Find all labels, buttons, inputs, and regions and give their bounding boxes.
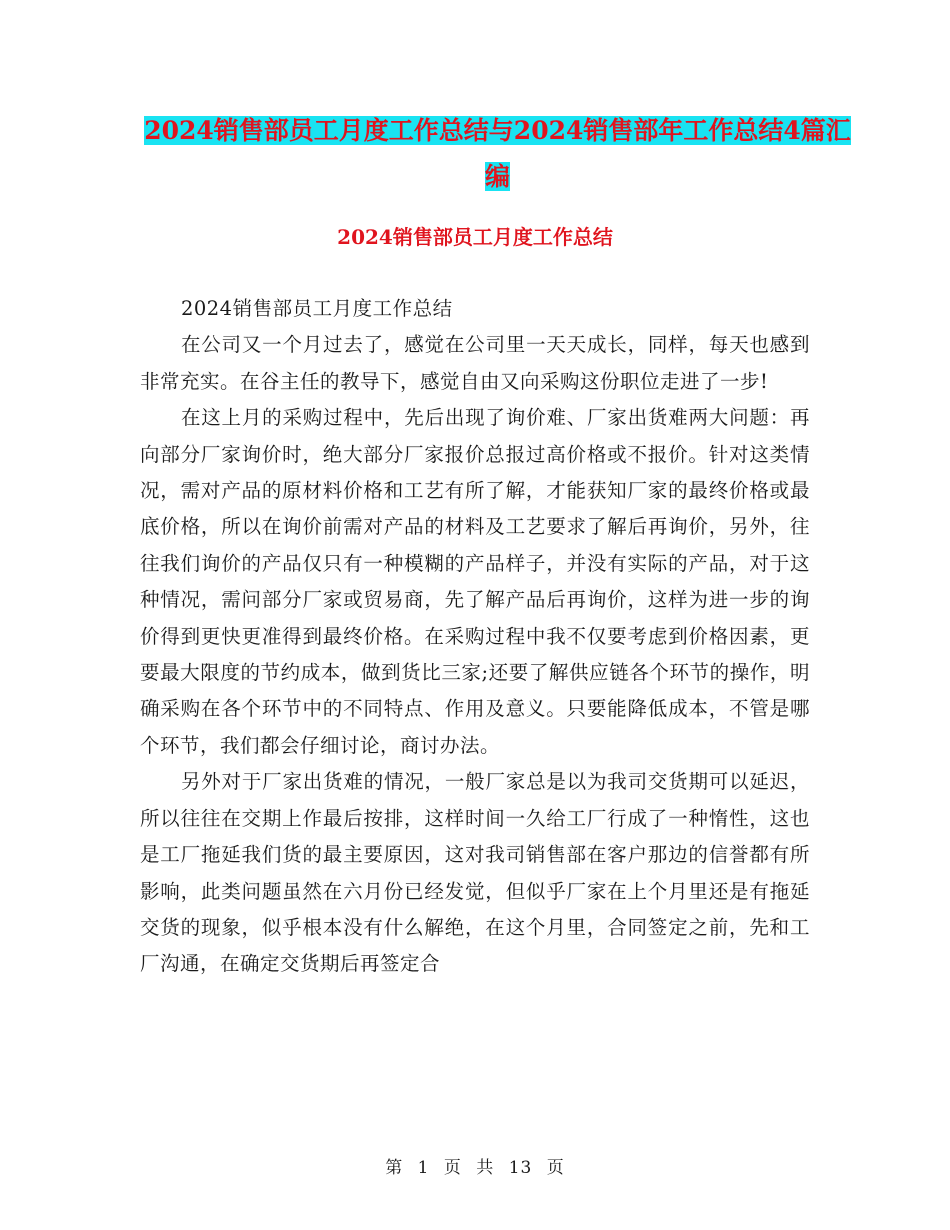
footer-current-page: 1 xyxy=(417,1158,430,1178)
paragraph: 在公司又一个月过去了，感觉在公司里一天天成长，同样，每天也感到非常充实。在谷主任的教导下，感觉自由又向采购这份职位走进了一步! xyxy=(140,333,810,393)
document-body xyxy=(140,291,810,983)
footer-total-pages: 13 xyxy=(508,1158,533,1178)
document-title xyxy=(140,108,855,200)
section-heading: 2024销售部员工月度工作总结 xyxy=(337,225,613,249)
footer-label-total: 共 xyxy=(476,1158,495,1178)
document-title-text: 2024销售部员工月度工作总结与2024销售部年工作总结4篇汇编 xyxy=(144,116,851,191)
footer-label-unit2: 页 xyxy=(546,1158,565,1178)
paragraph: 2024销售部员工月度工作总结 xyxy=(180,297,453,320)
page-footer xyxy=(0,1153,950,1178)
footer-label-unit: 页 xyxy=(443,1158,462,1178)
footer-label-page: 第 xyxy=(385,1158,404,1178)
paragraph: 另外对于厂家出货难的情况，一般厂家总是以为我司交货期可以延迟，所以往往在交期上作最后按排，这样时间一久给工厂行成了一种惰性，这也是工厂拖延我们货的最主要原因，这对我司销售部在客户那边的信誉都有所影响，此类问题虽然在六月份已经发觉，但似乎厂家在上个月里还是有拖延交货的现象，似乎根本没有什么解绝，在这个月里，合同签定之前，先和工厂沟通，在确定交货期后再签定合 xyxy=(140,770,810,976)
paragraph: 在这上月的采购过程中，先后出现了询价难、厂家出货难两大问题：再向部分厂家询价时，绝大部分厂家报价总报过高价格或不报价。针对这类情况，需对产品的原材料价格和工艺有所了解，才能获知厂家的最终价格或最底价格，所以在询价前需对产品的材料及工艺要求了解后再询价，另外，往往我们询价的产品仅只有一种模糊的产品样子，并没有实际的产品，对于这种情况，需问部分厂家或贸易商，先了解产品后再询价，这样为进一步的询价得到更快更准得到最终价格。在采购过程中我不仅要考虑到价格因素，更要最大限度的节约成本，做到货比三家;还要了解供应链各个环节的操作，明确采购在各个环节中的不同特点、作用及意义。只要能降低成本，不管是哪个环节，我们都会仔细讨论，商讨办法。 xyxy=(140,406,810,757)
